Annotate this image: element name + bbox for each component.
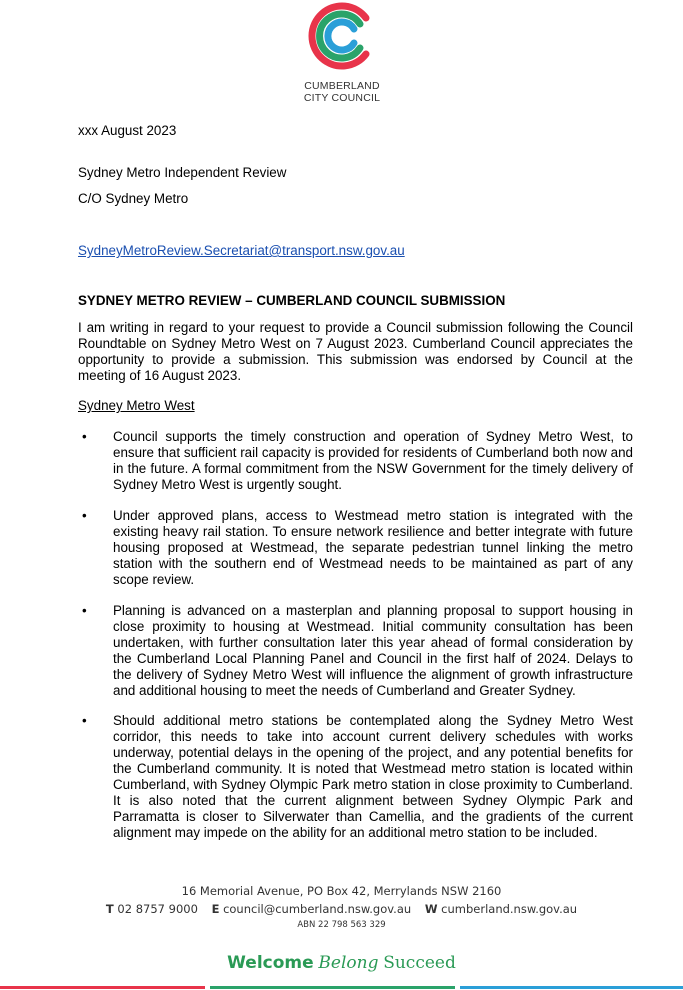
logo-line-2: CITY COUNCIL <box>303 92 381 104</box>
footer-contacts <box>0 902 683 916</box>
bullet-icon: • <box>82 713 87 728</box>
council-logo <box>300 0 384 106</box>
footer-website: cumberland.nsw.gov.au <box>441 902 578 916</box>
email-label: E <box>211 902 220 916</box>
logo-line-1: CUMBERLAND <box>304 80 380 92</box>
footer-bar-red <box>0 986 205 989</box>
tagline-succeed: Succeed <box>383 953 456 973</box>
recipient-line-2: C/O Sydney Metro <box>78 191 189 206</box>
tagline-welcome: Welcome <box>227 953 314 973</box>
phone-label: T <box>105 902 114 916</box>
footer-address: 16 Memorial Avenue, PO Box 42, Merrylands NSW 2160 <box>181 884 502 898</box>
bullet-text: Should additional metro stations be contemplated along the Sydney Metro West corridor, this needs to take into account current delivery schedules with works underway, potential delays in the opening of the project, and any potential benefits for the Cumberland community. It is noted that Westmead metro station is located within Cumberland, with Sydney Olympic Park metro station in close proximity to Cumberland. It is also noted that the current alignment between Sydney Olympic Park and Parramatta is closer to Silverwater than Camellia, and the gradients of the current alignment may impede on the ability for an additional metro station to be included. <box>113 713 633 840</box>
bullet-icon: • <box>82 508 87 523</box>
letter-heading: SYDNEY METRO REVIEW – CUMBERLAND COUNCIL SUBMISSION <box>78 293 506 308</box>
list-item <box>78 429 633 493</box>
web-label: W <box>424 902 438 916</box>
recipient-line-1: Sydney Metro Independent Review <box>78 165 287 180</box>
bullet-text: Under approved plans, access to Westmead metro station is integrated with the existing heavy rail station. To ensure network resilience and better integrate with future housing proposed at Westmead, the separate pedestrian tunnel linking the metro station with the southern end of Westmead needs to be maintained as part of any scope review. <box>113 508 633 587</box>
council-logo-icon <box>306 0 378 72</box>
footer-phone: 02 8757 9000 <box>117 902 198 916</box>
letter-date: xxx August 2023 <box>78 123 177 138</box>
section-title: Sydney Metro West <box>78 398 195 413</box>
bullet-text: Council supports the timely construction and operation of Sydney Metro West, to ensure that sufficient rail capacity is provided for residents of Cumberland both now and in the future. A formal commitment from the NSW Government for the timely delivery of Sydney Metro West is urgently sought. <box>113 429 633 492</box>
list-item <box>78 508 633 588</box>
footer-bar-green <box>210 986 455 989</box>
list-item <box>78 713 633 841</box>
list-item <box>78 603 633 699</box>
footer-abn: ABN 22 798 563 329 <box>297 920 386 930</box>
footer-bar-blue <box>460 986 683 989</box>
bullet-icon: • <box>82 603 87 618</box>
bullet-text: Planning is advanced on a masterplan and planning proposal to support housing in close proximity to housing at Westmead. Initial community consultation has been undertaken, with further consultation later this year ahead of formal consideration by the Cumberland Local Planning Panel and Council in the first half of 2024. Delays to the delivery of Sydney Metro West will influence the alignment of growth infrastructure and additional housing to meet the needs of Cumberland and Greater Sydney. <box>113 603 633 698</box>
recipient-email-link[interactable]: SydneyMetroReview.Secretariat@transport.nsw.gov.au <box>78 243 405 258</box>
footer-tagline <box>0 953 683 973</box>
footer-email: council@cumberland.nsw.gov.au <box>223 902 412 916</box>
logo-wordmark <box>300 80 384 104</box>
intro-paragraph: I am writing in regard to your request to provide a Council submission following the Council Roundtable on Sydney Metro West on 7 August 2023. Cumberland Council appreciates the opportunity to provide a submission. This submission was endorsed by Council at the meeting of 16 August 2023. <box>78 320 633 383</box>
tagline-belong: Belong <box>318 953 379 973</box>
bullet-icon: • <box>82 429 87 444</box>
